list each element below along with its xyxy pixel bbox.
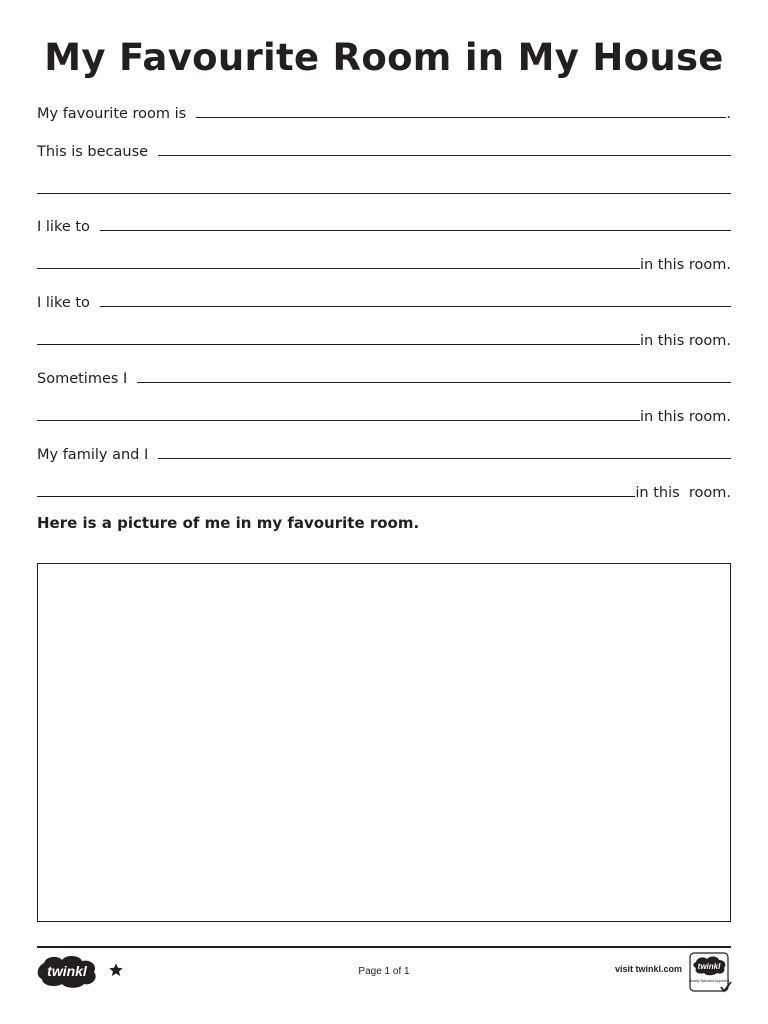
like-to-label-2: I like to	[37, 294, 95, 311]
like-to-row-2-continued	[37, 326, 731, 348]
in-this-room-suffix-3: in this room.	[639, 408, 731, 425]
because-row	[37, 137, 731, 159]
sometimes-row-continued	[37, 402, 731, 424]
page-number: Page 1 of 1	[358, 966, 410, 977]
in-this-room-suffix-1: in this room.	[639, 256, 731, 273]
twinkl-logo-text: twinkl	[47, 963, 87, 979]
page-title: My Favourite Room in My House	[44, 36, 724, 79]
picture-prompt: Here is a picture of me in my favourite room.	[37, 514, 420, 532]
like-to-label-1: I like to	[37, 218, 95, 235]
family-label: My family and I	[37, 446, 153, 463]
sometimes-label: Sometimes I	[37, 370, 132, 387]
favourite-room-suffix: .	[726, 105, 731, 122]
like-to-answer-line-1b[interactable]	[37, 268, 640, 269]
like-to-row-2	[37, 288, 731, 310]
because-label: This is because	[37, 143, 153, 160]
favourite-room-answer-line[interactable]	[196, 117, 727, 118]
footer-divider	[37, 946, 731, 948]
family-row-continued	[37, 478, 731, 500]
family-answer-line[interactable]	[158, 458, 731, 459]
in-this-room-suffix-2: in this room.	[639, 332, 731, 349]
like-to-row-1-continued	[37, 250, 731, 272]
drawing-box[interactable]	[37, 563, 731, 922]
because-answer-line-2[interactable]	[37, 193, 731, 194]
like-to-row-1	[37, 212, 731, 234]
in-this-room-suffix-4: in this room.	[635, 484, 731, 501]
like-to-answer-line-1[interactable]	[100, 230, 731, 231]
family-row	[37, 440, 731, 462]
favourite-room-row	[37, 99, 731, 121]
sometimes-row	[37, 364, 731, 386]
because-answer-line[interactable]	[158, 155, 731, 156]
visit-link[interactable]: visit twinkl.com	[614, 964, 682, 974]
like-to-answer-line-2b[interactable]	[37, 344, 640, 345]
because-row-continued	[37, 175, 731, 197]
quality-badge	[689, 952, 733, 994]
sometimes-answer-line[interactable]	[137, 382, 731, 383]
sometimes-answer-line-2[interactable]	[37, 420, 640, 421]
badge-caption: Quality Standard Approved	[689, 979, 730, 983]
family-answer-line-2[interactable]	[37, 496, 635, 497]
like-to-answer-line-2[interactable]	[100, 306, 731, 307]
badge-logo-text: twinkl	[697, 962, 721, 971]
favourite-room-label: My favourite room is	[37, 105, 191, 122]
